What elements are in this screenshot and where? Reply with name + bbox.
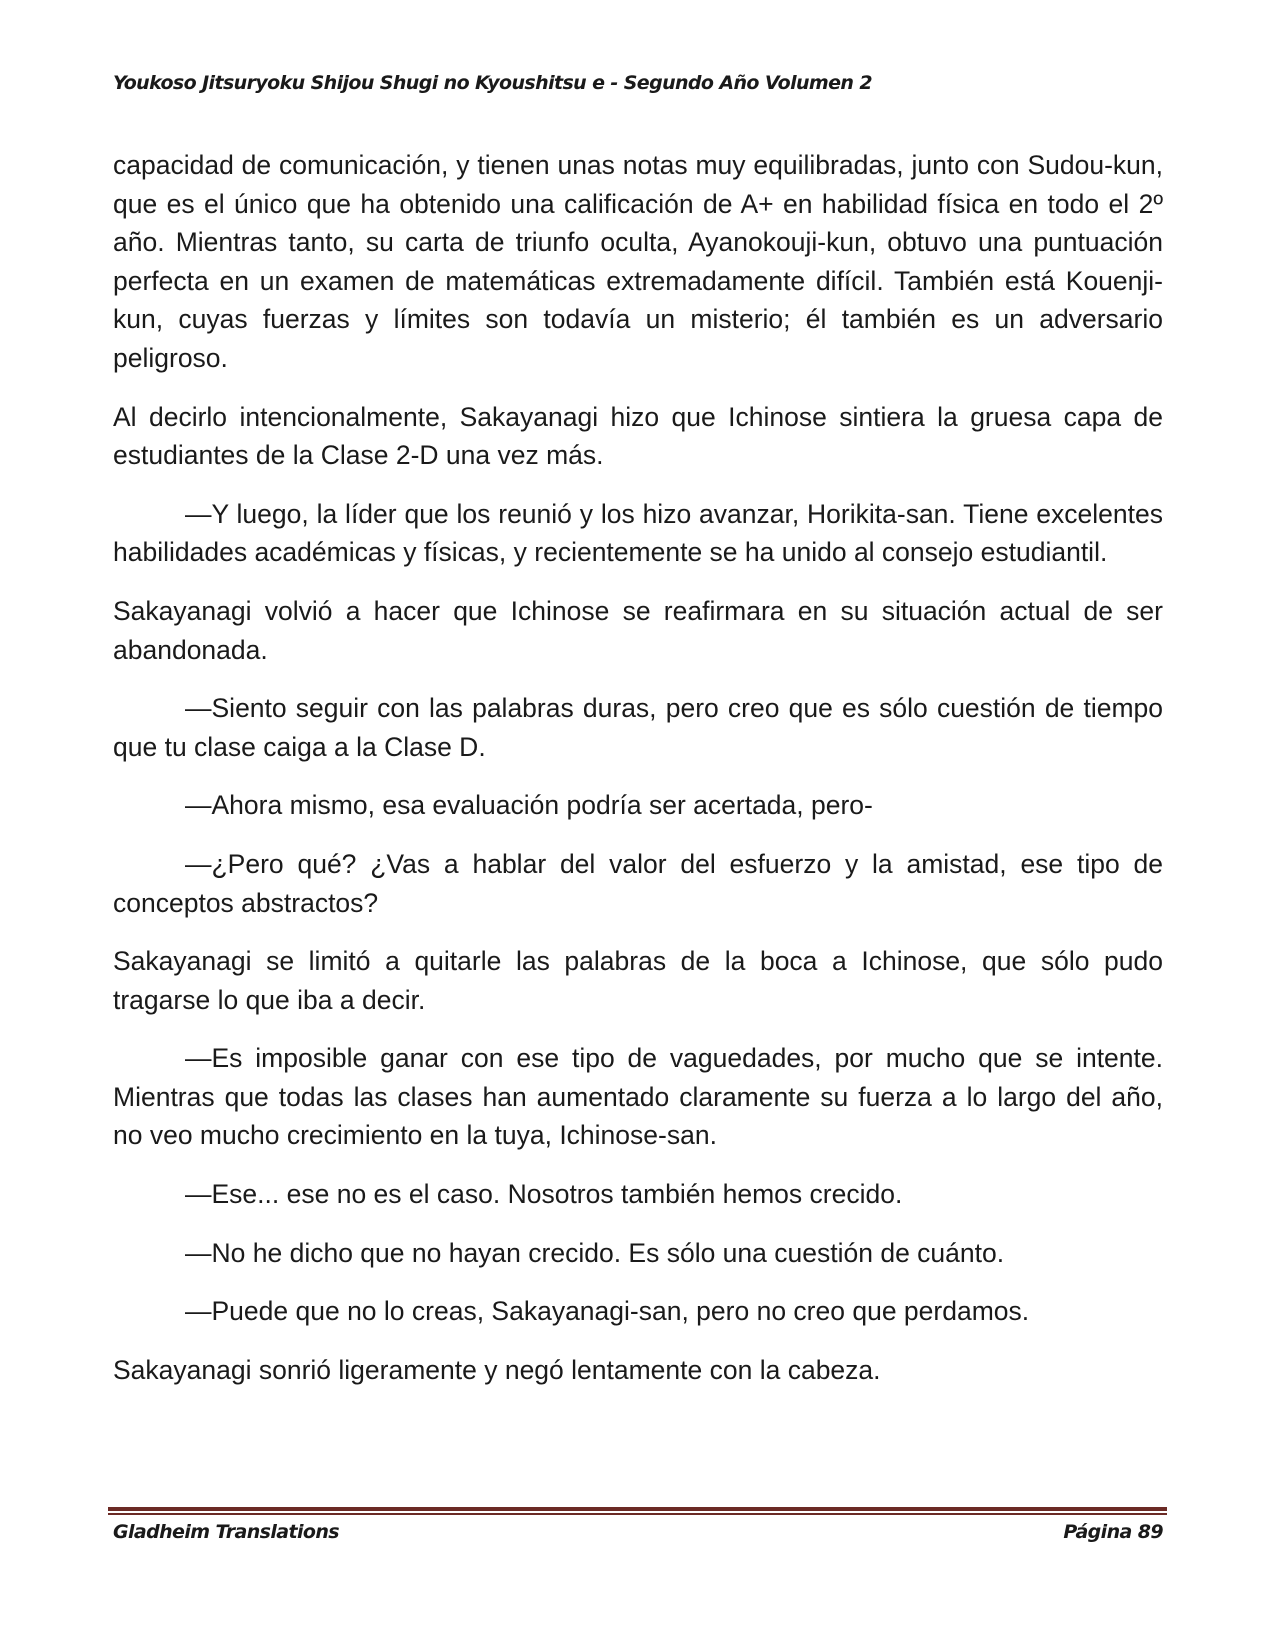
dialogue-paragraph: —Puede que no lo creas, Sakayanagi-san, pero no creo que perdamos. <box>185 1296 1030 1327</box>
dialogue-paragraph: —Es imposible ganar con ese tipo de vaguedades, por mucho que se intente. Mientras que todas las clases han aumentado claramente su fuerza a lo largo del año, no veo mucho crecimiento en la tuya, Ichinose-san. <box>113 1043 1163 1151</box>
paragraph: Sakayanagi se limitó a quitarle las palabras de la boca a Ichinose, que sólo pudo tragarse lo que iba a decir. <box>113 946 1163 1015</box>
dialogue-paragraph: —Y luego, la líder que los reunió y los hizo avanzar, Horikita-san. Tiene excelentes habilidades académicas y físicas, y recientemente se ha unido al consejo estudiantil. <box>113 498 1163 568</box>
paragraph: Sakayanagi sonrió ligeramente y negó lentamente con la cabeza. <box>113 1354 881 1385</box>
paragraph: capacidad de comunicación, y tienen unas notas muy equilibradas, junto con Sudou-kun, que es el único que ha obtenido una calificación de A+ en habilidad física en todo el 2º año. Mientras tanto, su carta de triunfo oculta, Ayanokouji-kun, obtuvo una puntuación perfecta en un examen de matemáticas extremadamente difícil. También está Kouenji-kun, cuyas fuerzas y límites son todavía un misterio; él también es un adversario peligroso. <box>113 150 1163 373</box>
dialogue-paragraph: —¿Pero qué? ¿Vas a hablar del valor del esfuerzo y la amistad, ese tipo de conceptos abstractos? <box>113 848 1163 918</box>
dialogue-paragraph: —Ahora mismo, esa evaluación podría ser acertada, pero- <box>185 790 873 821</box>
dialogue-paragraph: —Ese... ese no es el caso. Nosotros también hemos crecido. <box>185 1179 903 1210</box>
translator-credit: Gladheim Translations <box>113 1521 339 1543</box>
footer-divider-thick-line <box>108 1507 1167 1511</box>
paragraph: Al decirlo intencionalmente, Sakayanagi hizo que Ichinose sintiera la gruesa capa de estudiantes de la Clase 2-D una vez más. <box>113 401 1163 471</box>
footer-divider <box>108 1507 1167 1516</box>
dialogue-paragraph: —Siento seguir con las palabras duras, pero creo que es sólo cuestión de tiempo que tu clase caiga a la Clase D. <box>113 693 1163 762</box>
paragraph: Sakayanagi volvió a hacer que Ichinose se reafirmara en su situación actual de ser abandonada. <box>113 595 1163 665</box>
dialogue-paragraph: —No he dicho que no hayan crecido. Es sólo una cuestión de cuánto. <box>185 1237 1005 1268</box>
footer-divider-thin-line <box>108 1513 1167 1515</box>
page-number: Página 89 <box>1063 1521 1163 1543</box>
body-text <box>113 146 1163 1409</box>
page-header-title: Youkoso Jitsuryoku Shijou Shugi no Kyoushitsu e - Segundo Año Volumen 2 <box>113 72 872 94</box>
